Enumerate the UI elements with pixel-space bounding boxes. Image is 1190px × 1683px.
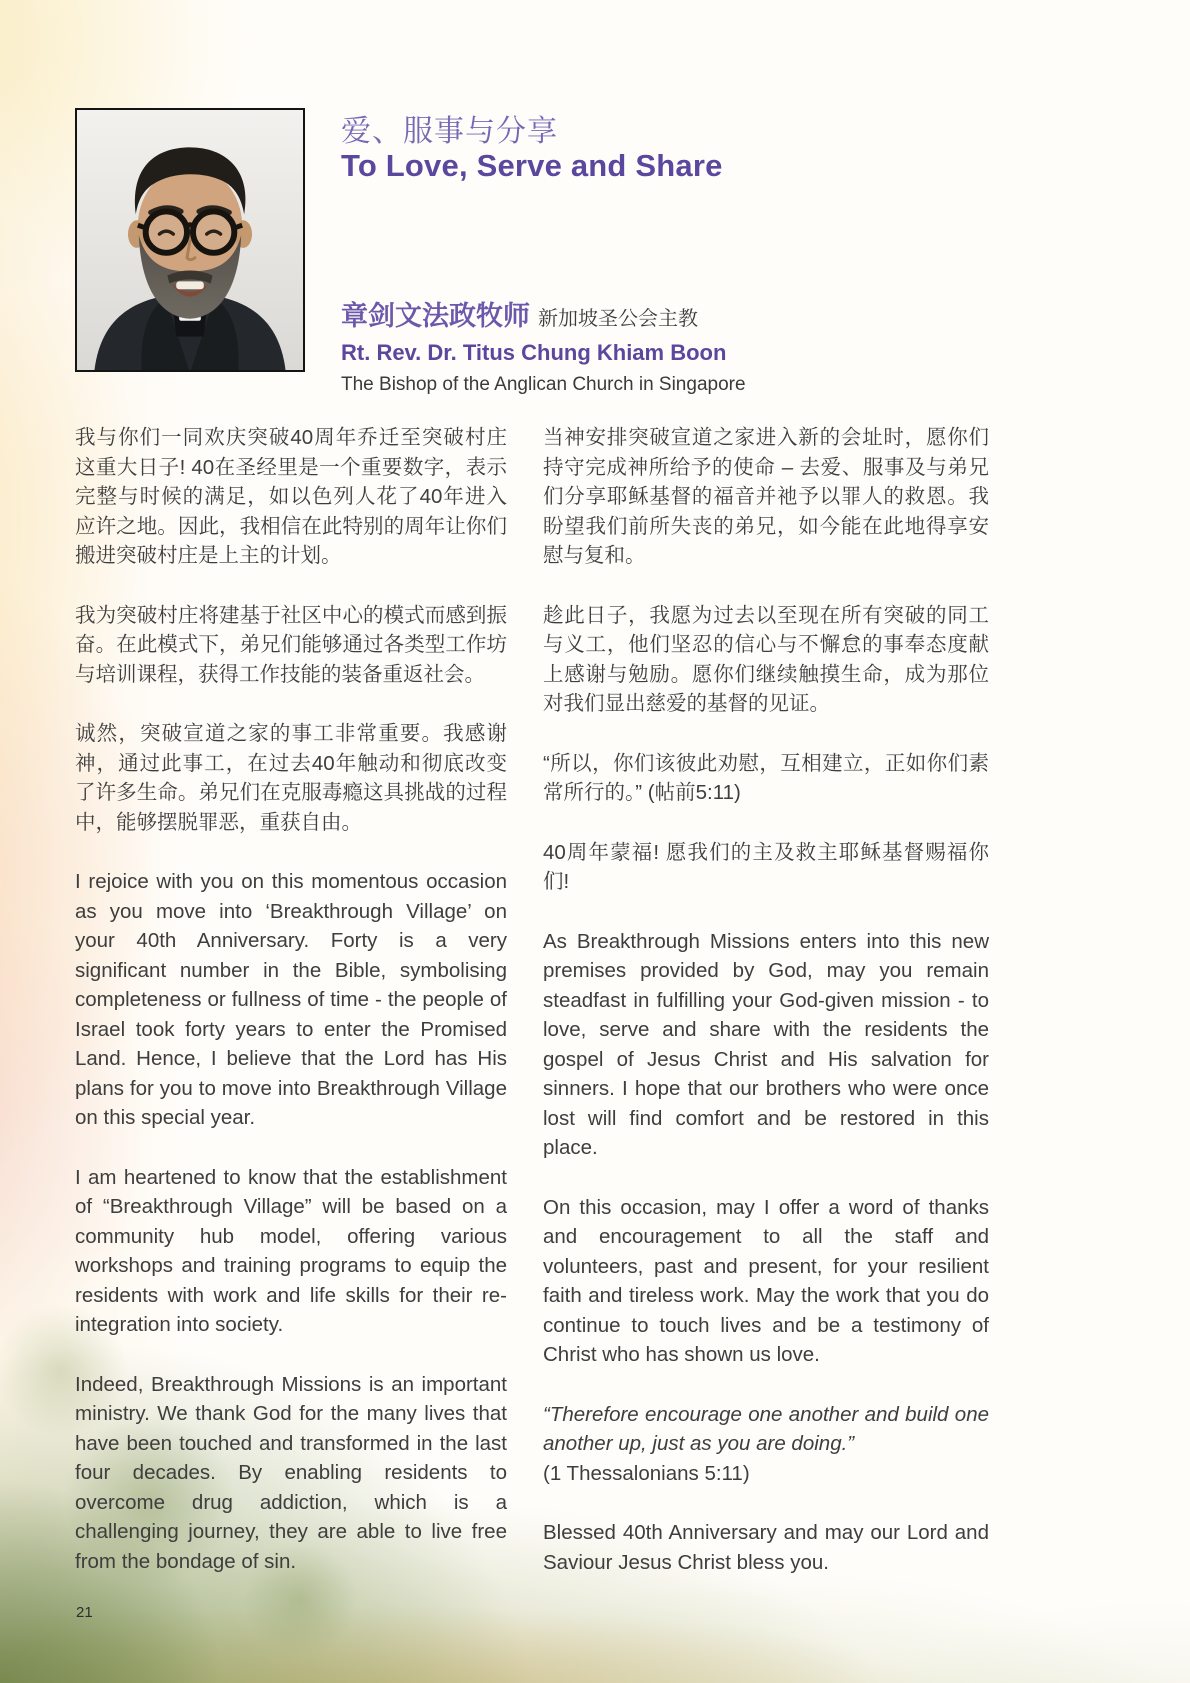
bishop-portrait-illustration [77,110,303,370]
right-paragraph-zh-1: 当神安排突破宣道之家进入新的会址时，愿你们持守完成神所给予的使命 – 去爱、服事及与弟兄们分享耶稣基督的福音并祂予以罪人的救恩。我盼望我们前所失丧的弟兄，如今能在此地得享安慰与复和。 [543,426,989,567]
page-number: 21 [76,1604,93,1621]
page-title-chinese: 爱、服事与分享 [341,115,558,148]
right-scripture-quote-zh: “所以，你们该彼此劝慰，互相建立，正如你们素常所行的。” (帖前5:11) [543,751,989,804]
left-paragraph-en-3: Indeed, Breakthrough Missions is an important ministry. We thank God for the many lives that have been touched and transformed in the last four decades. By enabling residents to overcome drug addiction, which is a challenging journey, they are able to live free from the bondage of sin. [75,1372,507,1573]
left-paragraph-en-2: I am heartened to know that the establishment of “Breakthrough Village” will be based on a community hub model, offering various workshops and training programs to equip the residents with work and life skills for their re-integration into society. [75,1165,507,1336]
left-paragraph-zh-1: 我与你们一同欢庆突破40周年乔迁至突破村庄这重大日子! 40在圣经里是一个重要数字，表示完整与时候的满足，如以色列人花了40年进入应许之地。因此，我相信在此特别的周年让你们搬进突破村庄是上主的计划。 [75,426,507,567]
right-paragraph-en-2: On this occasion, may I offer a word of thanks and encouragement to all the staff and volunteers, past and present, for your resilient faith and tireless work. May the work that you do continue to touch lives and be a testimony of Christ who has shown us love. [543,1195,989,1366]
right-paragraph-zh-2: 趁此日子，我愿为过去以至现在所有突破的同工与义工，他们坚忍的信心与不懈怠的事奉态度献上感谢与勉励。愿你们继续触摸生命，成为那位对我们显出慈爱的基督的见证。 [543,603,989,715]
left-paragraph-zh-3: 诚然，突破宣道之家的事工非常重要。我感谢神，通过此事工，在过去40年触动和彻底改变了许多生命。弟兄们在克服毒瘾这具挑战的过程中，能够摆脱罪恶，重获自由。 [75,722,507,834]
left-paragraph-en-1: I rejoice with you on this momentous occasion as you move into ‘Breakthrough Village’ on your 40th Anniversary. Forty is a very significant number in the Bible, symbolising completeness or fullness of time - the people of Israel took forty years to enter the Promised Land. Hence, I believe that the Lord has His plans for you to move into Breakthrough Village on this special year. [75,870,507,1129]
author-block [341,294,746,396]
author-name-chinese: 章剑文法政牧师 [341,301,530,331]
right-column [543,423,989,1607]
right-scripture-quote-en: “Therefore encourage one another and build one another up, just as you are doing.” [543,1402,989,1455]
page-title-english: To Love, Serve and Share [341,148,723,183]
left-paragraph-zh-2: 我为突破村庄将建基于社区中心的模式而感到振奋。在此模式下，弟兄们能够通过各类型工作坊与培训课程，获得工作技能的装备重返社会。 [75,603,507,686]
right-blessing-zh: 40周年蒙福! 愿我们的主及救主耶稣基督赐福你们! [543,840,989,893]
right-paragraph-en-1: As Breakthrough Missions enters into this new premises provided by God, may you remain steadfast in fulfilling your God-given mission - to love, serve and share with the residents the gospel of Jesus Christ and His salvation for sinners. I hope that our brothers who were once lost will find comfort and be restored in this place. [543,929,989,1159]
author-name-line [341,294,746,333]
bishop-portrait-photo [75,108,305,372]
author-role-chinese: 新加坡圣公会主教 [538,308,698,330]
author-role-english: The Bishop of the Anglican Church in Singapore [341,374,746,395]
author-name-english: Rt. Rev. Dr. Titus Chung Khiam Boon [341,340,727,365]
right-scripture-citation-en: (1 Thessalonians 5:11) [543,1461,750,1485]
left-column [75,423,507,1607]
body-columns [75,423,1117,1607]
right-blessing-en: Blessed 40th Anniversary and may our Lord and Saviour Jesus Christ bless you. [543,1521,989,1574]
